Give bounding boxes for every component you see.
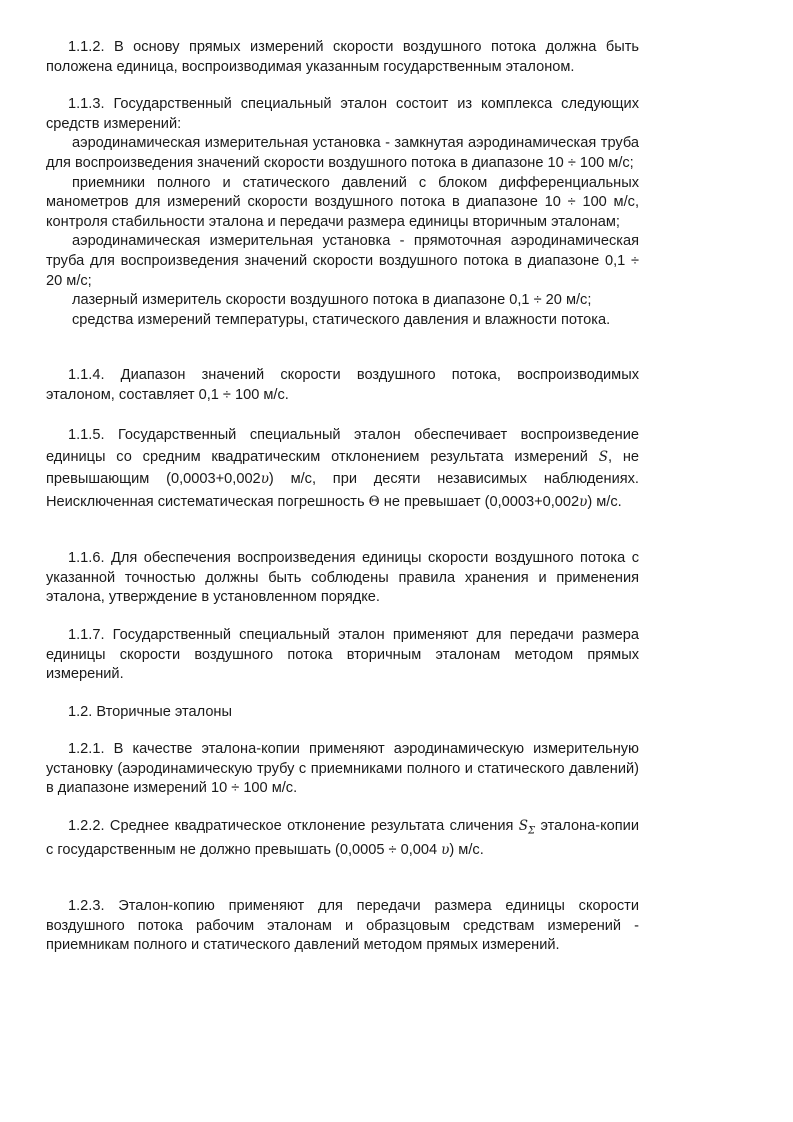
paragraph-1-1-2: 1.1.2. В основу прямых измерений скорости воздушного потока должна быть положена единица, воспроизводимая указанным государственным эталоном.	[46, 39, 639, 75]
document-page	[46, 38, 639, 956]
list-item-wind-tunnel-closed: аэродинамическая измерительная установка - замкнутая аэродинамическая труба для воспроизведения значений скорости воздушного потока в диапазоне 10 ÷ 100 м/с;	[46, 135, 639, 171]
section-heading-1-2: 1.2. Вторичные эталоны	[68, 703, 232, 720]
paragraph-1-1-6: 1.1.6. Для обеспечения воспроизведения единицы скорости воздушного потока с указанной точностью должны быть соблюдены правила хранения и применения эталона, утверждение в установленном порядке.	[46, 550, 639, 606]
paragraph-1-2-2: 1.2.2. Среднее квадратическое отклонение результата сличения $S_\Sigma$ эталона-копии с государственным не должно превышать (0,0005 ÷ 0,004 υ) м/с.	[46, 818, 639, 859]
list-item-pressure-receivers: приемники полного и статического давлений с блоком дифференциальных манометров для измерений скорости воздушного потока в диапазоне 10 ÷ 100 м/с, контроля стабильности эталона и передачи размера единицы вторичным эталонам;	[46, 174, 639, 230]
paragraph-1-1-5: 1.1.5. Государственный специальный эталон обеспечивает воспроизведение единицы со средним квадратическим отклонением результата измерений S, не превышающим (0,0003+0,002υ) м/с, при десяти независимых наблюдениях. Неисключенная систематическая погрешность Θ не превышает (0,0003+0,002υ) м/с.	[46, 426, 639, 510]
list-item-laser-meter: лазерный измеритель скорости воздушного потока в диапазоне 0,1 ÷ 20 м/с;	[72, 292, 592, 309]
symbol-v: υ	[441, 842, 450, 859]
paragraph-1-1-4: 1.1.4. Диапазон значений скорости воздушного потока, воспроизводимых эталоном, составляет 0,1 ÷ 100 м/с.	[46, 367, 639, 403]
symbol-v: υ	[579, 493, 588, 510]
paragraph-1-2-1: 1.2.1. В качестве эталона-копии применяют аэродинамическую измерительную установку (аэродинамическую трубу с приемниками полного и статического давлений) в диапазоне измерений 10 ÷ 100 м/с.	[46, 741, 639, 797]
symbol-theta: Θ	[368, 493, 380, 510]
paragraph-1-1-3: 1.1.3. Государственный специальный эталон состоит из комплекса следующих средств измерений:	[46, 96, 639, 132]
paragraph-1-2-3: 1.2.3. Эталон-копию применяют для передачи размера единицы скорости воздушного потока рабочим эталонам и образцовым средствам измерений - приемникам полного и статического давлений методом прямых измерений.	[46, 897, 639, 954]
symbol-s: S	[598, 448, 608, 465]
symbol-v: υ	[260, 471, 269, 488]
list-item-measuring-instruments: средства измерений температуры, статического давления и влажности потока.	[72, 311, 611, 328]
list-item-wind-tunnel-direct: аэродинамическая измерительная установка - прямоточная аэродинамическая труба для воспроизведения значений скорости воздушного потока в диапазоне 0,1 ÷ 20 м/с;	[46, 233, 639, 289]
symbol-s-sigma: $S_\Sigma$	[518, 818, 536, 837]
paragraph-1-1-7: 1.1.7. Государственный специальный эталон применяют для передачи размера единицы скорости воздушного потока вторичным эталонам методом прямых измерений.	[46, 626, 639, 683]
